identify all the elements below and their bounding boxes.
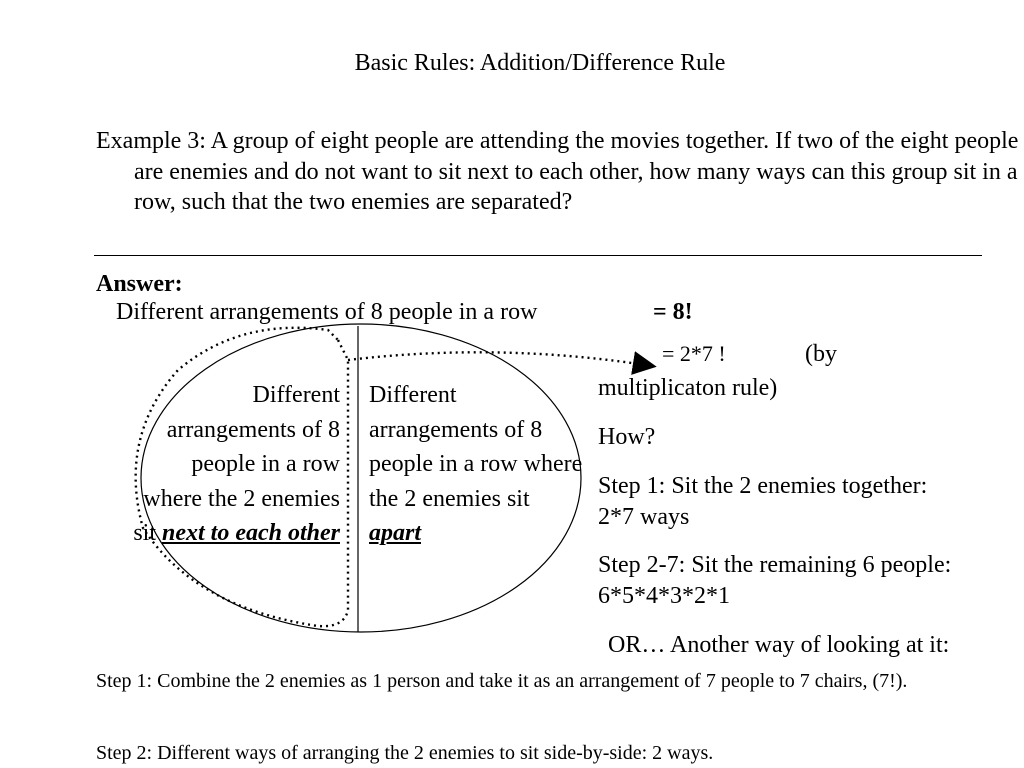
together-count-value: = 2*7 !: [662, 341, 726, 366]
how-question: How?: [598, 424, 656, 450]
total-arrangements-value: = 8!: [653, 299, 693, 325]
slide-title: Basic Rules: Addition/Difference Rule: [354, 50, 726, 76]
step-2-7-text: Step 2-7: Sit the remaining 6 people: 6*5*4*3*2*1: [598, 552, 952, 609]
apart-region-text: Different arrangements of 8 people in a row where the 2 enemies sit: [369, 382, 583, 512]
answer-label: Answer:: [96, 271, 183, 297]
together-region-text: Different arrangements of 8 people in a row where the 2 enemies sit: [133, 382, 340, 546]
together-region-label: [128, 378, 340, 551]
bottom-step-2-text: Step 2: Different ways of arranging the 2 enemies to sit side-by-side: 2 ways.: [96, 742, 714, 764]
by-note: (by: [805, 341, 837, 367]
bottom-step-1-text: Step 1: Combine the 2 enemies as 1 person and take it as an arrangement of 7 people to 7 chairs, (7!).: [96, 670, 908, 692]
alternative-intro: OR… Another way of looking at it:: [608, 632, 950, 658]
step-1-text: Step 1: Sit the 2 enemies together: 2*7 ways: [598, 473, 928, 530]
example-problem-text: Example 3: A group of eight people are attending the movies together. If two of the eight people are enemies and do not want to sit next to each other, how many ways can this group sit in a row, such that the two enemies are separated?: [96, 128, 1019, 215]
total-arrangements-text: Different arrangements of 8 people in a row: [116, 299, 538, 325]
apart-emphasis: apart: [369, 520, 422, 546]
together-emphasis: next to each other: [162, 520, 340, 546]
multiplication-rule-note: multiplicaton rule): [598, 375, 778, 401]
apart-region-label: [369, 378, 584, 551]
